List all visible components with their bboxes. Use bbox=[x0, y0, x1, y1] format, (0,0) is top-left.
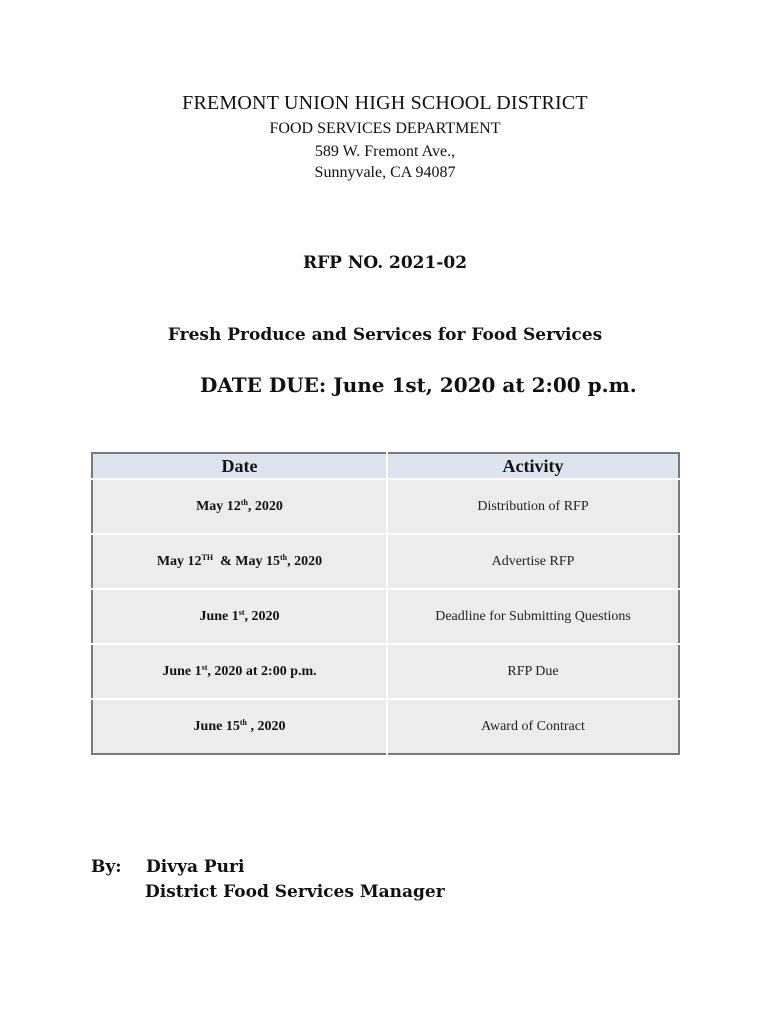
column-header-date: Date bbox=[92, 453, 387, 479]
department-name: FOOD SERVICES DEPARTMENT bbox=[269, 120, 501, 137]
table-row bbox=[92, 479, 679, 534]
schedule-activity: Distribution of RFP bbox=[387, 479, 679, 534]
schedule-activity: Deadline for Submitting Questions bbox=[387, 589, 679, 644]
signer-name: Divya Puri bbox=[146, 857, 245, 877]
rfp-subject: Fresh Produce and Services for Food Services bbox=[167, 325, 603, 345]
district-name: FREMONT UNION HIGH SCHOOL DISTRICT bbox=[182, 92, 588, 114]
table-row bbox=[92, 589, 679, 644]
schedule-date: June 1st, 2020 bbox=[92, 589, 387, 644]
address-line-2: Sunnyvale, CA 94087 bbox=[314, 164, 456, 181]
by-label: By: bbox=[91, 857, 122, 877]
address-line-1: 589 W. Fremont Ave., bbox=[314, 143, 456, 160]
date-due: DATE DUE: June 1st, 2020 at 2:00 p.m. bbox=[200, 373, 637, 397]
schedule-activity: RFP Due bbox=[387, 644, 679, 699]
rfp-number: RFP NO. 2021-02 bbox=[302, 253, 468, 273]
table-row bbox=[92, 534, 679, 589]
column-header-activity: Activity bbox=[387, 453, 679, 479]
schedule-date: May 12th, 2020 bbox=[92, 479, 387, 534]
schedule-date: May 12TH & May 15th, 2020 bbox=[92, 534, 387, 589]
schedule-activity: Award of Contract bbox=[387, 699, 679, 754]
schedule-table bbox=[91, 452, 680, 755]
schedule-date: June 1st, 2020 at 2:00 p.m. bbox=[92, 644, 387, 699]
signer-title: District Food Services Manager bbox=[145, 882, 445, 902]
schedule-header-row bbox=[92, 453, 679, 479]
schedule-date: June 15th , 2020 bbox=[92, 699, 387, 754]
schedule-activity: Advertise RFP bbox=[387, 534, 679, 589]
table-row bbox=[92, 699, 679, 754]
table-row bbox=[92, 644, 679, 699]
